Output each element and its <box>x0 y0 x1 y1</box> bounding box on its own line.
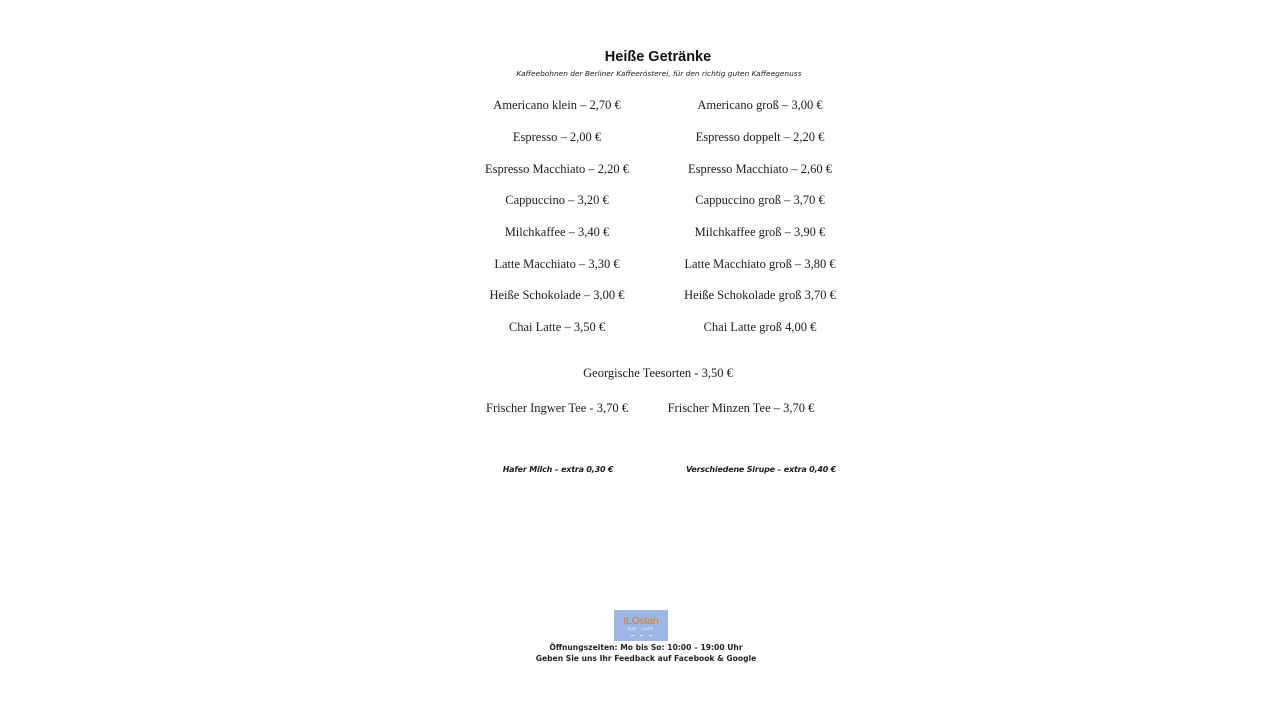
menu-item: Espresso Macchiato – 2,20 € <box>484 162 630 176</box>
tea-item-georgian: Georgische Teesorten - 3,50 € <box>583 366 733 380</box>
menu-item: Americano klein – 2,70 € <box>493 98 621 112</box>
menu-item: Latte Macchiato – 3,30 € <box>494 257 620 271</box>
logo-dots <box>631 635 652 636</box>
page-subtitle: Kaffeebohnen der Berliner Kaffeerösterei, für den richtig guten Kaffeegenuss <box>516 69 802 78</box>
tea-item-ginger: Frischer Ingwer Tee - 3,70 € <box>486 401 628 415</box>
logo-tagline: BAR · CAFE <box>628 626 654 631</box>
extra-syrups: Verschiedene Sirupe – extra 0,40 € <box>685 465 837 474</box>
opening-hours: Öffnungszeiten: Mo bis So: 10:00 – 19:00 Uhr <box>549 643 743 652</box>
menu-item: Latte Macchiato groß – 3,80 € <box>684 257 836 271</box>
feedback-note: Geben Sie uns Ihr Feedback auf Facebook & Google <box>535 654 757 663</box>
menu-item: Cappuccino – 3,20 € <box>505 193 609 207</box>
extra-oat-milk: Hafer Milch – extra 0,30 € <box>502 465 614 474</box>
menu-item: Cappuccino groß – 3,70 € <box>695 193 825 207</box>
logo-wordmark: ILOstan <box>623 614 659 627</box>
tea-item-mint: Frischer Minzen Tee – 3,70 € <box>667 401 815 415</box>
menu-item: Milchkaffee groß – 3,90 € <box>694 225 826 239</box>
menu-item: Milchkaffee – 3,40 € <box>504 225 610 239</box>
menu-item: Chai Latte – 3,50 € <box>508 320 606 334</box>
page-title: Heiße Getränke <box>604 49 712 65</box>
menu-item: Americano groß – 3,00 € <box>697 98 823 112</box>
menu-item: Chai Latte groß 4,00 € <box>703 320 817 334</box>
menu-item: Heiße Schokolade – 3,00 € <box>489 288 625 302</box>
menu-item: Heiße Schokolade groß 3,70 € <box>684 288 836 302</box>
cafe-logo-icon <box>614 610 668 641</box>
menu-item: Espresso – 2,00 € <box>512 130 602 144</box>
menu-item: Espresso Macchiato – 2,60 € <box>687 162 833 176</box>
menu-item: Espresso doppelt – 2,20 € <box>695 130 825 144</box>
